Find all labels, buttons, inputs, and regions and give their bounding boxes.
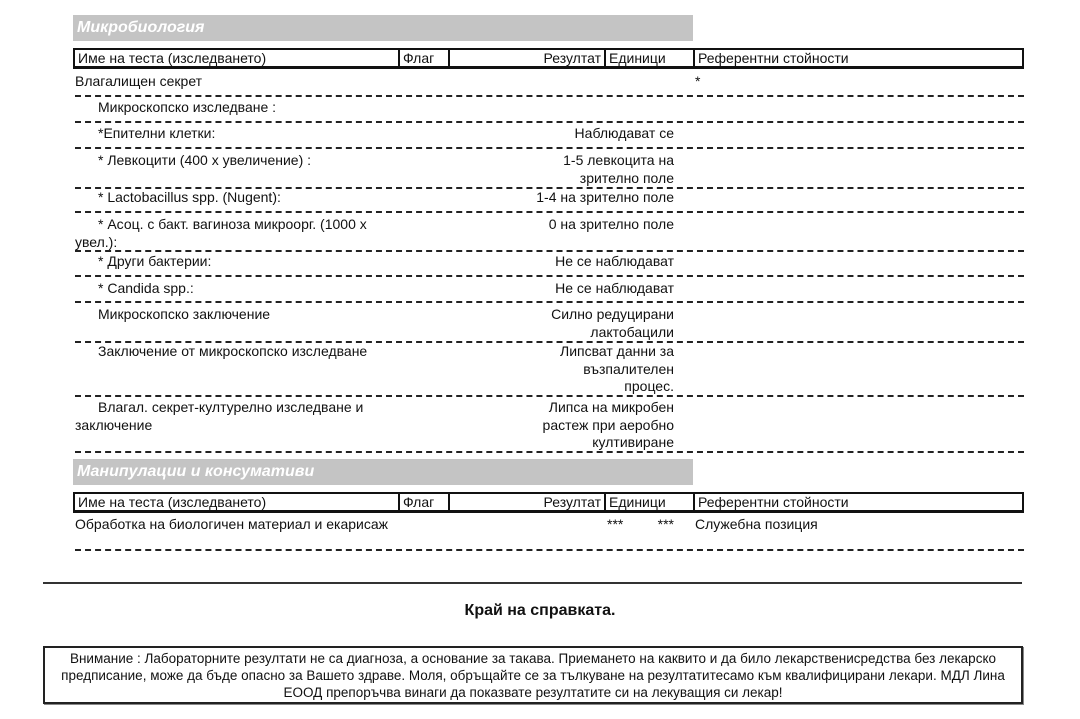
row-separator [75, 147, 1024, 149]
row-separator [75, 275, 1024, 277]
row-separator [75, 121, 1024, 123]
test-name: Заключение от микроскопско изследване [98, 343, 368, 359]
row-separator [75, 95, 1024, 97]
test-name: * Lactobacillus spp. (Nugent): [98, 189, 281, 205]
test-result: Липсват данни за възпалителен процес. [560, 343, 674, 394]
end-of-report: Край на справката. [464, 602, 616, 619]
test-result: Липса на микробен растеж при аеробно култивиране [542, 399, 674, 450]
section-title-manipulations: Манипулации и консумативи [73, 459, 693, 485]
test-name: * Candida spp.: [98, 280, 194, 296]
test-units: *** [607, 516, 624, 532]
col-result: Резултат [450, 50, 606, 66]
test-name: Обработка на биологичен материал и екарисаж [75, 516, 389, 532]
test-name: * Други бактерии: [98, 253, 212, 269]
test-name: Микроскопско заключение [98, 306, 271, 322]
table-header [73, 492, 1024, 513]
col-name: Име на теста (изследването) [75, 50, 400, 66]
test-name: Микроскопско изследване : [98, 99, 277, 115]
table-header [73, 48, 1024, 69]
test-name: *Епителни клетки: [98, 125, 216, 141]
col-ref: Референтни стойности [698, 494, 849, 510]
row-separator [75, 395, 1024, 397]
section-title-microbiology: Микробиология [73, 15, 693, 41]
row-separator [75, 250, 1024, 252]
col-flag: Флаг [400, 494, 450, 510]
col-result: Резултат [450, 494, 606, 510]
test-result: 0 на зрително поле [548, 216, 674, 232]
col-units: Единици [606, 50, 695, 66]
col-name: Име на теста (изследването) [75, 494, 400, 510]
col-ref: Референтни стойности [698, 50, 849, 66]
row-separator [75, 451, 1024, 453]
test-name: * Левкоцити (400 х увеличение) : [98, 152, 312, 168]
col-units: Единици [606, 494, 695, 510]
test-name: * Асоц. с бакт. вагиноза микроорг. (1000 х увел.): [75, 216, 367, 250]
row-separator [75, 549, 1024, 551]
test-result: Не се наблюдават [555, 253, 674, 269]
test-name: Влагал. секрет-културелно изследване и заключение [75, 399, 364, 433]
divider [43, 582, 1022, 584]
test-result: 1-5 левкоцита на зрително поле [563, 152, 674, 186]
disclaimer: Внимание : Лабораторните резултати не са диагноза, а основание за такава. Приемането на каквито и да било лекарственисредства без лекарско предписание, може да бъде опасно за Вашето здраве. Моля, обръщайте се за тълкуване на резултатитесамо към квалифицирани лекари. МДЛ Лина ЕООД препоръчва винаги да показвате резултатите си на лекуващия си лекар! [43, 646, 1023, 704]
test-result: Не се наблюдават [555, 280, 674, 296]
test-result: Наблюдават се [574, 125, 674, 141]
test-result: Силно редуцирани лактобацили [551, 306, 674, 340]
row-separator [75, 211, 1024, 213]
test-name: Влагалищен секрет [75, 73, 203, 89]
test-reference: * [695, 73, 701, 89]
row-separator [75, 301, 1024, 303]
test-reference: Служебна позиция [695, 516, 818, 532]
test-result: 1-4 на зрително поле [536, 189, 674, 205]
col-flag: Флаг [400, 50, 450, 66]
test-result: *** [657, 516, 674, 532]
